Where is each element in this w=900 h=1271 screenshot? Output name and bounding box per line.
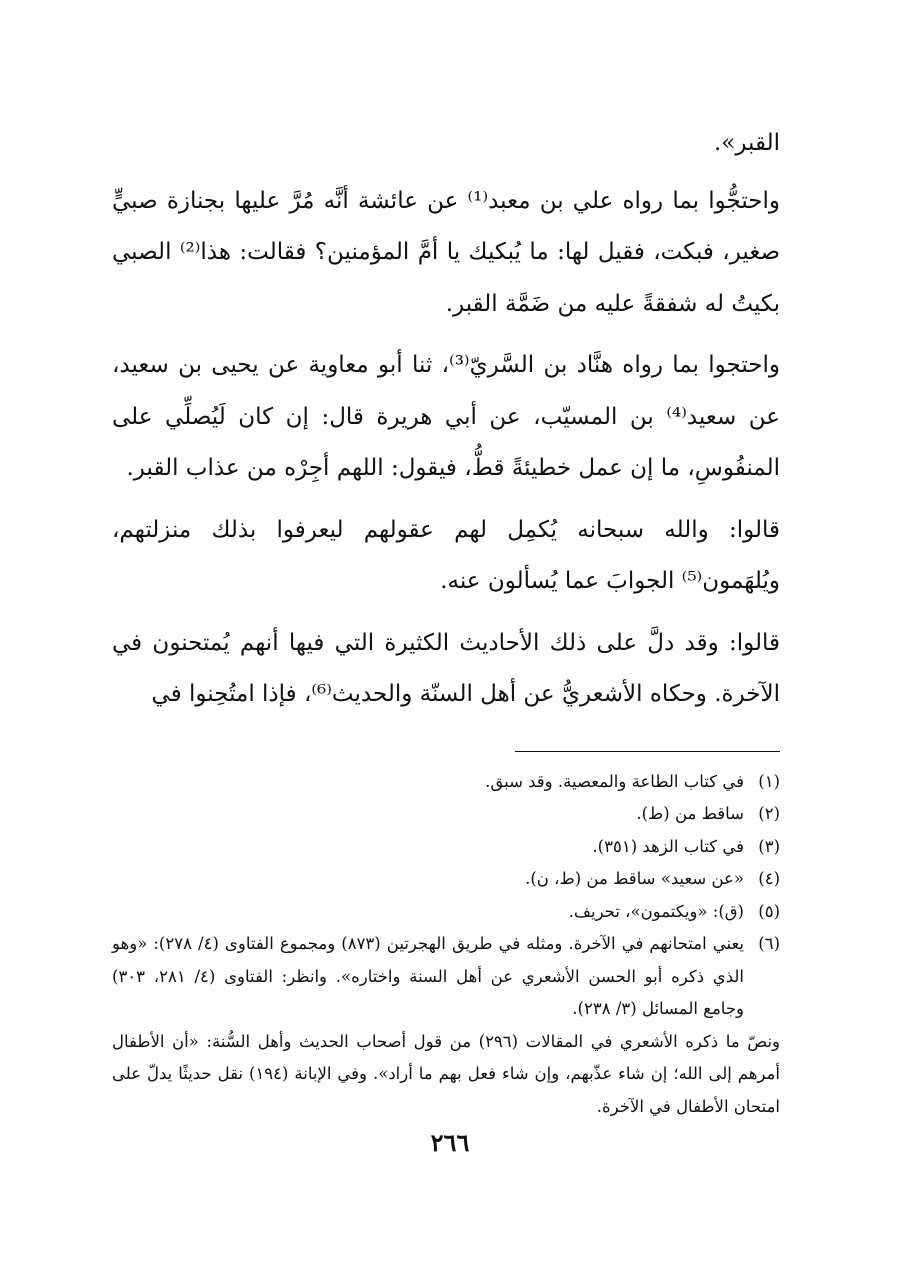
footnotes — [112, 766, 780, 1124]
footnote-text: في كتاب الزهد (٣٥١). — [592, 836, 744, 856]
page-number: ٢٦٦ — [430, 1128, 470, 1157]
footnote-text: (ق): «ويكتمون»، تحريف. — [568, 901, 744, 921]
footnote-text: يعني امتحانهم في الآخرة. ومثله في طريق الهجرتين (٨٧٣) ومجموع الفتاوى (٤/ ٢٧٨): «وهو الذي ذكره أبو الحسن الأشعري عن أهل السنة واختاره». وانظر: الفتاوى (٤/ ٢٨١، ٣٠٣) وجامع المسائل (٣/ ٢٣٨). — [112, 934, 744, 1018]
footnote-divider — [515, 751, 780, 752]
main-text — [112, 118, 780, 721]
footnote-6-continuation: ونصّ ما ذكره الأشعري في المقالات (٢٩٦) من قول أصحاب الحديث وأهل السُّنة: «أن الأطفال أمرهم إلى الله؛ إن شاء عذّبهم، وإن شاء فعل بهم ما أراد». وفي الإبانة (١٩٤) نقل حديثًا يدلّ على امتحان الأطفال في الآخرة. — [112, 1031, 781, 1116]
page — [112, 118, 780, 1123]
paragraph-1: القبر». — [713, 130, 780, 156]
footnote-text: ساقط من (ط). — [636, 804, 744, 823]
footnote-1 — [112, 766, 780, 799]
footnote-number: (٦) — [758, 934, 780, 953]
footnote-4 — [112, 863, 780, 896]
footnote-2 — [112, 798, 780, 831]
footnote-text: «عن سعيد» ساقط من (ط، ن). — [525, 869, 744, 888]
footnote-text: في كتاب الطاعة والمعصية. وقد سبق. — [485, 771, 744, 791]
paragraph-3: واحتجوا بما رواه هنَّاد بن السَّريّ⁽³⁾، ثنا أبو معاوية عن يحيى بن سعيد، عن سعيد⁽⁴⁾ بن المسيّب، عن أبي هريرة قال: إن كان لَيُصلِّي على المنفُوسِ، ما إن عمل خطيئةً قطُّ، فيقول: اللهم أجِرْه من عذاب القبر. — [112, 352, 780, 481]
footnote-number: (٢) — [758, 804, 780, 823]
paragraph-2: واحتجُّوا بما رواه علي بن معبد⁽¹⁾ عن عائشة أنَّه مُرَّ عليها بجنازة صبيٍّ صغير، فبكت، فقيل لها: ما يُبكيك يا أمَّ المؤمنين؟ فقالت: هذا⁽²⁾ الصبي بكيتُ له شفقةً عليه من ضَمَّة القبر. — [112, 187, 781, 317]
footnote-number: (٣) — [758, 836, 780, 856]
footnote-3 — [112, 831, 780, 864]
footnote-number: (٥) — [758, 901, 780, 921]
footnote-6 — [112, 928, 780, 1026]
footnote-5 — [112, 896, 780, 929]
footnote-number: (٤) — [758, 869, 780, 888]
paragraph-5: قالوا: وقد دلَّ على ذلك الأحاديث الكثيرة التي فيها أنهم يُمتحنون في الآخرة. وحكاه الأشعريُّ عن أهل السنّة والحديث⁽⁶⁾، فإذا امتُحِنوا في — [112, 629, 780, 707]
paragraph-4: قالوا: والله سبحانه يُكمِل لهم عقولهم ليعرفوا بذلك منزلتهم، ويُلهَمون⁽⁵⁾ الجوابَ عما يُسألون عنه. — [112, 516, 780, 594]
footnote-number: (١) — [758, 771, 780, 791]
